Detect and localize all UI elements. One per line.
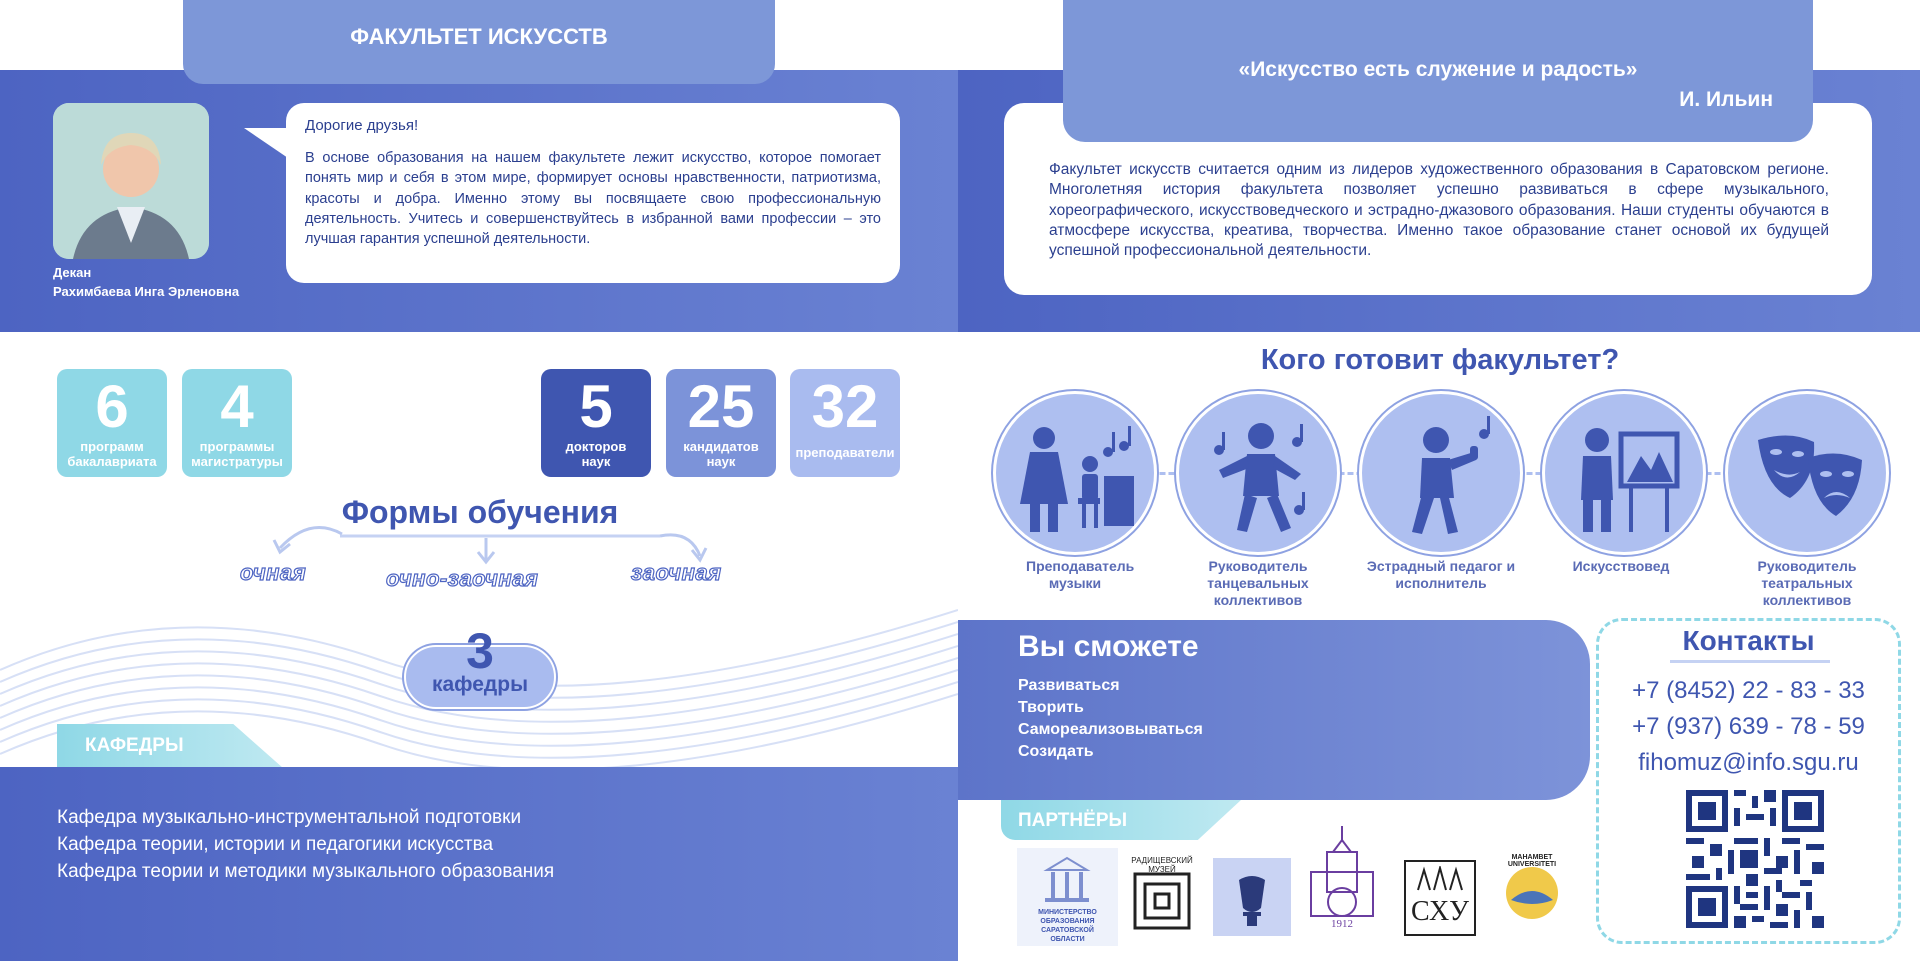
role-label: Эстрадный педагог и исполнитель xyxy=(1366,558,1516,591)
role-label: Руководитель танцевальных коллективов xyxy=(1207,558,1309,608)
ministry-logo-text: МИНИСТЕРСТВО ОБРАЗОВАНИЯ САРАТОВСКОЙ ОБЛАСТИ xyxy=(1038,909,1097,943)
stat-value: 4 xyxy=(220,373,254,440)
art-critic-icon xyxy=(1545,394,1709,558)
stat-label: программы магистратуры xyxy=(191,439,283,469)
department-item: Кафедра теории и методики музыкального образования xyxy=(57,861,555,882)
mahambet-university-logo[interactable] xyxy=(1491,852,1573,934)
stat-doctors xyxy=(541,369,651,477)
stat-label: докторов наук xyxy=(565,439,627,469)
role-circle xyxy=(1359,391,1523,555)
form-fulltime: очная xyxy=(240,560,307,585)
shu-logo[interactable] xyxy=(1404,860,1476,936)
radishchev-museum-logo-text: РАДИЩЕВСКИЙ МУЗЕЙ xyxy=(1131,856,1193,874)
dean-name: Рахимбаева Инга Эрленовна xyxy=(53,284,240,299)
role-label: Преподаватель музыки xyxy=(1026,558,1135,591)
can-item: Творить xyxy=(1018,699,1084,716)
departments-count-label: кафедры xyxy=(431,673,529,696)
stat-candidates xyxy=(666,369,776,477)
can-title: Вы сможете xyxy=(1018,630,1199,663)
quote-author: И. Ильин xyxy=(1679,88,1773,111)
department-item: Кафедра музыкально-инструментальной подготовки xyxy=(57,807,522,828)
partners-title: ПАРТНЁРЫ xyxy=(1018,810,1128,831)
dean-role: Декан xyxy=(53,265,92,280)
shu-logo-text: СХУ xyxy=(1411,896,1469,927)
building-1912-logo-text: 1912 xyxy=(1331,918,1353,930)
building-1912-logo[interactable] xyxy=(1303,822,1381,938)
singer-icon xyxy=(1362,394,1526,558)
stat-label: кандидатов наук xyxy=(683,439,759,469)
theater-masks-icon xyxy=(1728,394,1892,558)
can-item: Самореализовываться xyxy=(1018,721,1203,738)
role-circle xyxy=(1725,391,1889,555)
contact-phone-2[interactable]: +7 (937) 639 - 78 - 59 xyxy=(1632,713,1865,740)
ministry-logo[interactable] xyxy=(1017,848,1118,946)
department-item: Кафедра теории, истории и педагогики искусства xyxy=(57,834,494,855)
stat-value: 25 xyxy=(687,373,755,440)
stat-value: 5 xyxy=(579,373,613,440)
contact-phone-1[interactable]: +7 (8452) 22 - 83 - 33 xyxy=(1632,677,1865,704)
qr-code-icon[interactable] xyxy=(1686,790,1824,928)
can-item: Созидать xyxy=(1018,743,1094,760)
dean-greeting: Дорогие друзья! xyxy=(305,117,419,134)
dean-photo xyxy=(53,103,209,259)
stat-teachers xyxy=(790,369,900,477)
speech-tail xyxy=(244,128,288,158)
stat-value: 32 xyxy=(811,373,879,440)
stat-label: преподаватели xyxy=(795,445,895,460)
dancer-icon xyxy=(1179,394,1343,558)
role-circle xyxy=(993,391,1157,555)
about-text: Факультет искусств считается одним из лидеров художественного образования в Саратовском регионе. Многолетняя история факультета позволяет успешно развиваться в сфере музыкального, хореографического, искусствоведческого и эстрадно-джазового образования. Наши студенты обучаются в атмосфере искусства, креатива, творчества. Именно такое образование станет основой их будущей успешной профессиональной деятельности. xyxy=(1049,161,1829,260)
piano-teacher-icon xyxy=(996,394,1160,558)
stat-bachelor xyxy=(57,369,167,477)
contacts-title: Контакты xyxy=(1682,625,1815,656)
contact-email[interactable]: fihomuz@info.sgu.ru xyxy=(1638,749,1859,776)
role-circle xyxy=(1542,391,1706,555)
contacts-underline xyxy=(1670,660,1830,663)
dean-message: В основе образования на нашем факультете лежит искусство, которое помогает понять мир и себя в этом мире, формирует основы нравственности, патриотизма, красоты и добра. Именно этому вы посвящаете свою профессиональную деятельность. Учитесь и совершенствуйтесь в избранной вами профессии – это лучшая гарантия успешной деятельности. xyxy=(305,150,881,248)
form-parttime: очно-заочная xyxy=(386,566,539,591)
stat-value: 6 xyxy=(95,373,129,440)
lyre-logo[interactable] xyxy=(1213,858,1291,936)
quote-text: «Искусство есть служение и радость» xyxy=(1238,58,1638,81)
prepares-title: Кого готовит факультет? xyxy=(1260,344,1620,376)
stat-label: программ бакалавриата xyxy=(67,439,157,469)
can-item: Развиваться xyxy=(1018,677,1120,694)
role-label: Руководитель театральных коллективов xyxy=(1757,558,1857,608)
form-distance: заочная xyxy=(631,560,722,585)
forms-title: Формы обучения xyxy=(341,494,619,530)
role-label: Искусствовед xyxy=(1572,558,1670,574)
faculty-title: ФАКУЛЬТЕТ ИСКУССТВ xyxy=(350,24,608,49)
departments-ribbon-title: КАФЕДРЫ xyxy=(85,735,184,756)
departments-count-value: 3 xyxy=(466,623,494,679)
mahambet-university-logo-text: MAHAMBET UNIVERSITETI xyxy=(1507,854,1557,868)
role-circle xyxy=(1176,391,1340,555)
stat-master xyxy=(182,369,292,477)
radishchev-museum-logo[interactable] xyxy=(1127,848,1197,946)
